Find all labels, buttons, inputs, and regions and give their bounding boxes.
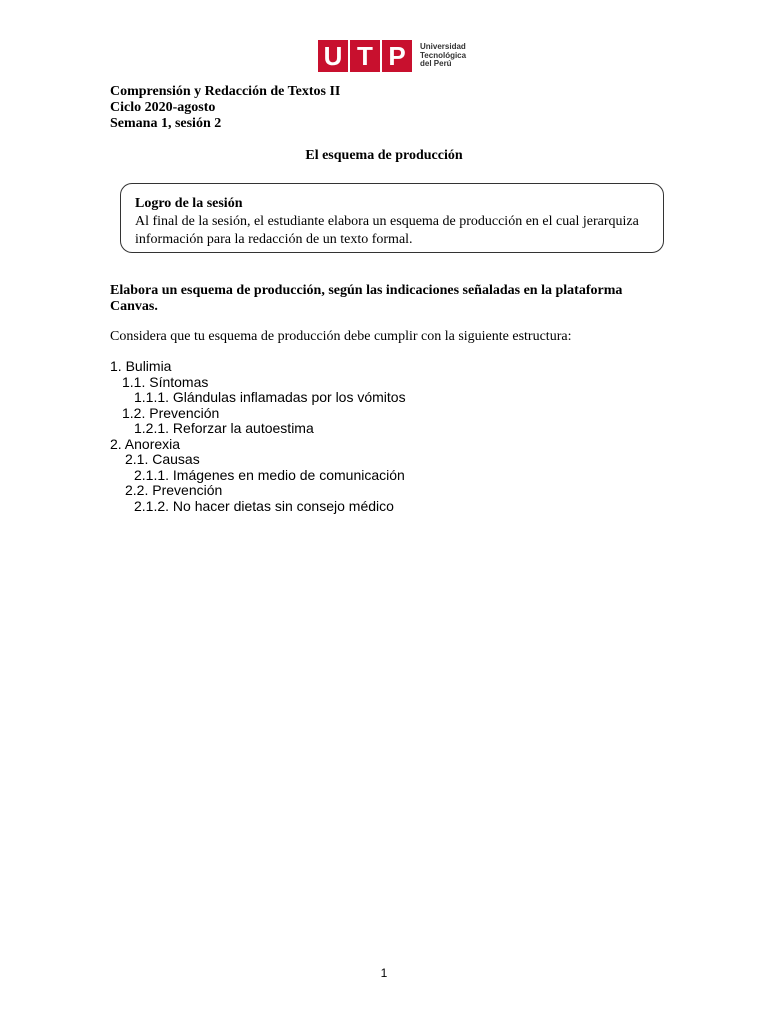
outline-item: 2. Anorexia: [110, 435, 181, 452]
outline-item: 1.2.1. Reforzar la autoestima: [134, 420, 314, 436]
course-name: Comprensión y Redacción de Textos II: [110, 84, 341, 99]
outline-item: 1.1. Síntomas: [122, 373, 209, 390]
achievement-title: Logro de la sesión: [135, 196, 243, 211]
outline-item: 2.1.2. No hacer dietas sin consejo médico: [134, 497, 394, 514]
outline-item: 2.2. Prevención: [125, 482, 223, 498]
document-header: [110, 84, 340, 132]
logo-letter-u: U: [318, 40, 348, 72]
document-title: El esquema de producción: [305, 148, 463, 163]
outline-item: 1.2. Prevención: [122, 404, 220, 421]
instruction-text: Elabora un esquema de producción, según las indicaciones señaladas en la plataforma Canvas.: [110, 283, 623, 314]
logo-letter-t: T: [350, 40, 380, 72]
cycle-label: Ciclo 2020-agosto: [110, 100, 216, 115]
production-outline: [110, 359, 406, 514]
page-number: 1: [380, 966, 388, 980]
outline-item: 1.1.1. Glándulas inflamadas por los vómitos: [134, 389, 406, 405]
utp-logo: [318, 39, 480, 73]
outline-item: 2.1.1. Imágenes en medio de comunicación: [134, 466, 405, 483]
session-label: Semana 1, sesión 2: [110, 116, 222, 131]
achievement-box: [120, 183, 664, 253]
outline-item: 2.1. Causas: [125, 451, 200, 467]
achievement-line-1: Al final de la sesión, el estudiante elabora un esquema de producción en el cual jerarquiza: [135, 214, 639, 229]
intro-text: Considera que tu esquema de producción debe cumplir con la siguiente estructura:: [110, 329, 572, 344]
logo-letter-p: P: [382, 40, 412, 72]
outline-item: 1. Bulimia: [110, 358, 172, 374]
achievement-line-2: información para la redacción de un texto formal.: [135, 232, 413, 247]
logo-university-name: Universidad Tecnológica del Perú: [420, 42, 467, 69]
